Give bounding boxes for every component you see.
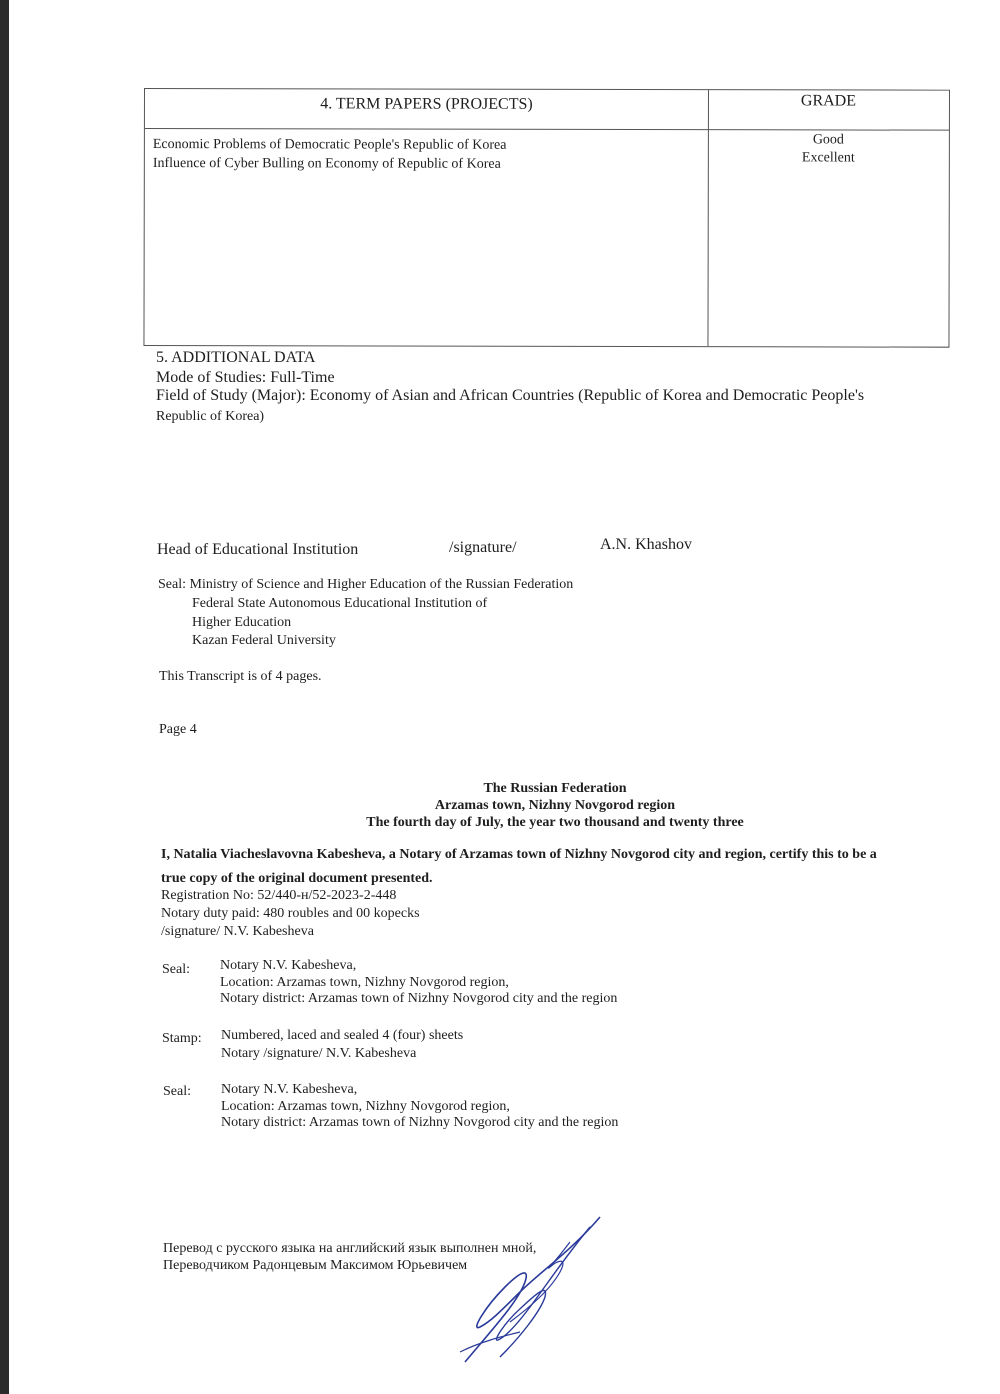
term-paper-title: Influence of Cyber Bulling on Economy of Republic of Korea (152, 156, 501, 172)
seal-notary-line: Notary N.V. Kabesheva, (221, 1082, 358, 1097)
seal-university-line: Seal: Ministry of Science and Higher Education of the Russian Federation (158, 577, 574, 592)
notary-header-country: The Russian Federation (483, 781, 627, 796)
field-of-study-cont: Republic of Korea) (156, 409, 265, 424)
grades-list (708, 131, 949, 168)
translator-statement: Перевод с русского языка на английский язык выполнен мной, (163, 1241, 537, 1256)
table-divider (145, 128, 949, 131)
seal-university-line: Kazan Federal University (192, 633, 336, 648)
mode-of-studies: Mode of Studies: Full-Time (156, 369, 335, 386)
term-papers-table (143, 88, 950, 348)
notary-signature: /signature/ N.V. Kabesheva (161, 924, 314, 939)
term-papers-heading: 4. TERM PAPERS (PROJECTS) (320, 95, 533, 113)
notary-header-location: Arzamas town, Nizhny Novgorod region (434, 798, 676, 813)
seal-label: Seal: (162, 962, 190, 977)
term-paper-grade: Good (812, 132, 844, 148)
stamp-label: Stamp: (162, 1031, 202, 1046)
registration-number: Registration No: 52/440-н/52-2023-2-448 (161, 888, 397, 903)
notary-duty: Notary duty paid: 480 roubles and 00 kopecks (161, 906, 420, 921)
head-signature: /signature/ (449, 539, 517, 556)
translator-name: Переводчиком Радонцевым Максимом Юрьевичем (163, 1258, 468, 1273)
scan-edge (0, 0, 9, 1394)
transcript-note: This Transcript is of 4 pages. (159, 669, 322, 684)
head-label: Head of Educational Institution (157, 541, 359, 558)
seal-label: Seal: (163, 1084, 191, 1099)
seal-notary-line: Notary district: Arzamas town of Nizhny Novgorod city and the region (221, 1115, 619, 1130)
notary-header-date: The fourth day of July, the year two thousand and twenty three (366, 815, 744, 830)
term-paper-grade: Excellent (801, 150, 855, 166)
seal-notary-line: Location: Arzamas town, Nizhny Novgorod region, (220, 975, 509, 990)
notary-certification-cont: true copy of the original document presented. (161, 871, 433, 886)
seal-notary-line: Location: Arzamas town, Nizhny Novgorod region, (221, 1099, 510, 1114)
head-name: A.N. Khashov (600, 536, 692, 553)
seal-notary-line: Notary N.V. Kabesheva, (220, 958, 357, 973)
stamp-line: Notary /signature/ N.V. Kabesheva (221, 1046, 417, 1061)
term-papers-list (153, 135, 507, 174)
seal-university-line: Federal State Autonomous Educational Institution of (192, 596, 488, 611)
notary-certification: I, Natalia Viacheslavovna Kabesheva, a Notary of Arzamas town of Nizhny Novgorod city and region, certify this to be a (161, 847, 877, 862)
stamp-line: Numbered, laced and sealed 4 (four) sheets (221, 1028, 464, 1043)
field-of-study: Field of Study (Major): Economy of Asian and African Countries (Republic of Korea and Democratic People's (156, 387, 865, 404)
page-label: Page 4 (159, 722, 197, 737)
translator-signature (450, 1212, 610, 1372)
term-paper-title: Economic Problems of Democratic People's Republic of Korea (152, 137, 507, 153)
seal-university-line: Higher Education (192, 615, 292, 630)
additional-data-heading: 5. ADDITIONAL DATA (156, 349, 316, 366)
seal-notary-line: Notary district: Arzamas town of Nizhny Novgorod city and the region (220, 991, 618, 1006)
grade-heading: GRADE (800, 92, 857, 110)
